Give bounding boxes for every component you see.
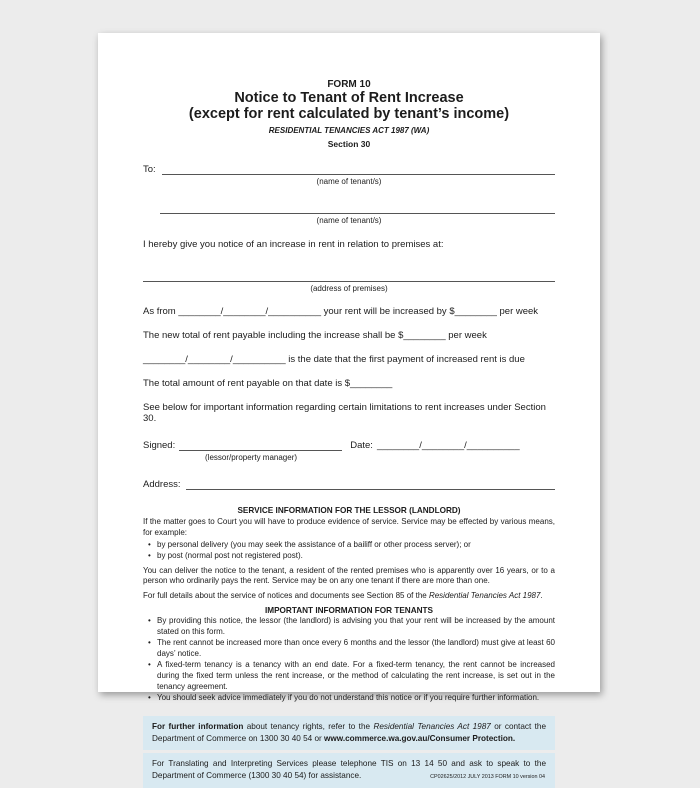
lessor-address-line: [186, 478, 556, 490]
to-label: To:: [143, 164, 156, 176]
service-bullet-1: • by personal delivery (you may seek the assistance of a bailiff or other process server); or: [143, 540, 555, 551]
see-below-statement: See below for important information regarding certain limitations to rent increases under Section 30.: [143, 402, 546, 425]
form-version-reference: CP02625/2012 JULY 2013 FORM 10 version 04: [426, 774, 545, 782]
tenant-name-line-2: [160, 201, 555, 214]
translating-services-box: [143, 753, 555, 788]
act-italic-reference: Residential Tenancies Act 1987: [428, 590, 541, 600]
consumer-protection-url: www.commerce.wa.gov.au/Consumer Protection.: [324, 733, 516, 743]
signature-caption: (lessor/property manager): [205, 453, 298, 463]
as-from-statement: As from ________/________/__________ your rent will be increased by $________ per week: [143, 306, 539, 318]
signature-row: [143, 439, 555, 451]
tenant-bullet-1: • By providing this notice, the lessor (the landlord) is advising you that your rent will be increased by the amount stated on this form.: [143, 616, 555, 637]
bullet-icon: •: [148, 660, 151, 670]
tenant-bullet-3: • A fixed-term tenancy is a tenancy with an end date. For a fixed-term tenancy, the rent cannot be increased during the fixed term unless the rent increase, or the method of calculating the rent increase, is set out in the tenancy agreement.: [143, 660, 555, 692]
form-header: [143, 79, 555, 149]
further-information-box: For further information about tenancy rights, refer to the Residential Tenancies Act 1987 or contact the Department of Commerce on 1300 30 40 54 or www.commerce.wa.gov.au/Consumer Protection.: [143, 716, 555, 751]
act-reference: RESIDENTIAL TENANCIES ACT 1987 (WA): [268, 126, 430, 136]
to-row: [143, 163, 555, 175]
bullet-icon: •: [148, 539, 151, 549]
form-title-line2: (except for rent calculated by tenant’s income): [188, 106, 510, 123]
tenant-name-caption-2: (name of tenant/s): [316, 216, 382, 226]
premises-address-line: [143, 269, 555, 282]
bullet-icon: •: [148, 693, 151, 703]
tenant-bullet-4: • You should seek advice immediately if you do not understand this notice or if you require further information.: [143, 693, 555, 704]
tenant-name-caption-1: (name of tenant/s): [316, 177, 382, 187]
bullet-icon: •: [148, 616, 151, 626]
bullet-icon: •: [148, 638, 151, 648]
lessor-address-row: [143, 478, 555, 490]
form-page: [98, 33, 600, 781]
signature-line: [179, 439, 342, 451]
form-number: FORM 10: [327, 79, 371, 90]
bullet-icon: •: [148, 551, 151, 561]
date-blanks: ________/________/__________: [376, 440, 520, 452]
date-label: Date:: [350, 440, 373, 452]
signed-label: Signed:: [143, 440, 176, 452]
translating-services-text: For Translating and Interpreting Services please telephone TIS on 13 14 50 and ask to speak to the Department of Commerce (1300 30 40 54) for assistance.: [152, 759, 546, 781]
service-details-paragraph: For full details about the service of notices and documents see Section 85 of the Residential Tenancies Act 1987.: [143, 590, 543, 600]
further-info-lead: For further information: [152, 721, 244, 731]
first-payment-statement: ________/________/__________ is the date that the first payment of increased rent is due: [143, 354, 525, 366]
service-bullet-2: • by post (normal post not registered post).: [143, 551, 555, 562]
service-info-heading: SERVICE INFORMATION FOR THE LESSOR (LANDLORD): [237, 506, 461, 516]
premises-address-caption: (address of premises): [310, 284, 388, 294]
form-title-line1: Notice to Tenant of Rent Increase: [234, 90, 464, 106]
tenant-name-line-1: [162, 163, 555, 175]
notice-intro: I hereby give you notice of an increase in rent in relation to premises at:: [143, 239, 444, 251]
new-total-statement: The new total of rent payable including the increase shall be $________ per week: [143, 330, 487, 342]
total-amount-statement: The total amount of rent payable on that date is $________: [143, 378, 393, 390]
tenant-info-heading: IMPORTANT INFORMATION FOR TENANTS: [265, 606, 433, 616]
service-deliver-paragraph: You can deliver the notice to the tenant, a resident of the rented premises who is apparently over 16 years, or to a person who ordinarily pays the rent. Service may be on any one tenant if there are more than one.: [143, 565, 555, 586]
section-reference: Section 30: [327, 139, 371, 150]
act-italic-reference: Residential Tenancies Act 1987: [373, 721, 491, 731]
address-label: Address:: [143, 479, 181, 491]
tenant-bullet-2: • The rent cannot be increased more than once every 6 months and the lessor (the landlord) must give at least 60 days’ notice.: [143, 638, 555, 659]
service-info-intro: If the matter goes to Court you will have to produce evidence of service. Service may be effected by various means, for example:: [143, 517, 555, 538]
